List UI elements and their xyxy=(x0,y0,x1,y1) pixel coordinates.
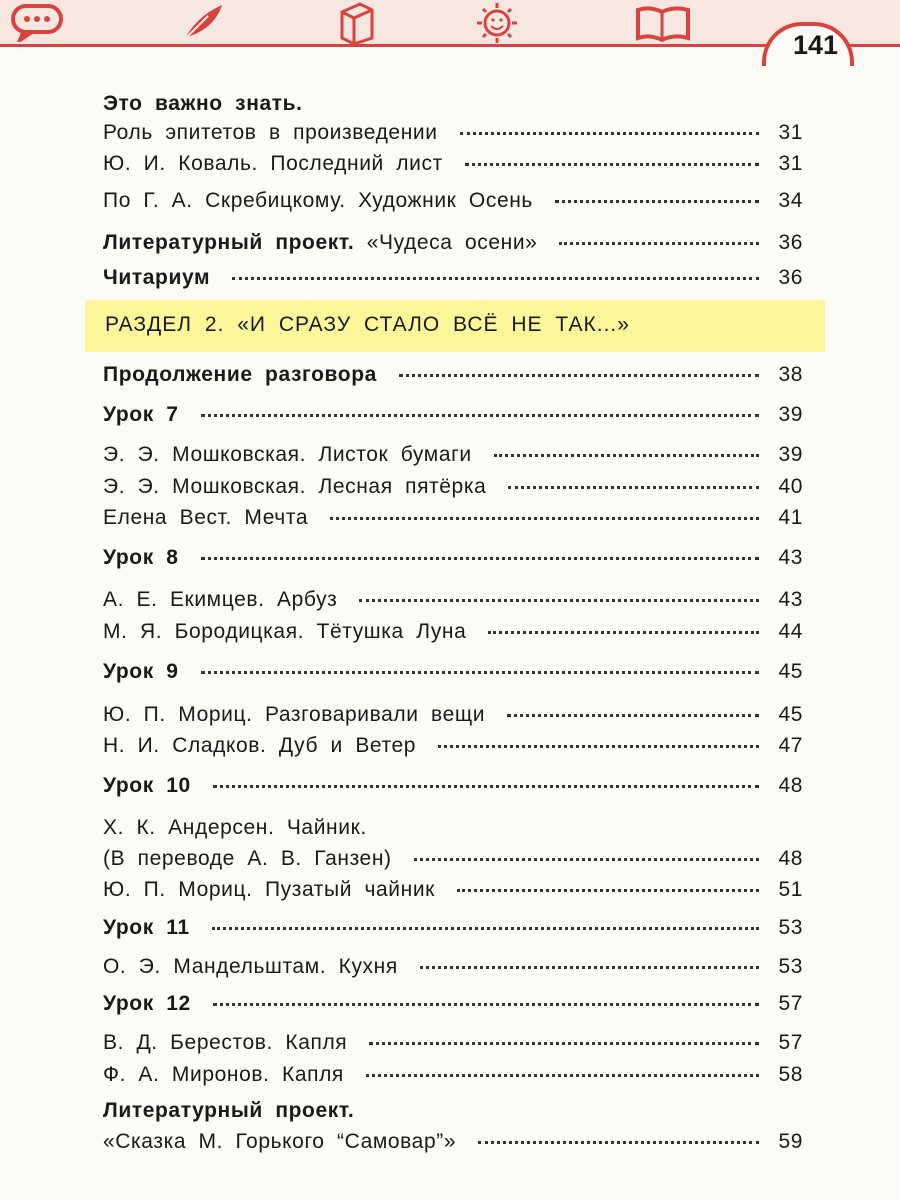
speech-bubble-icon xyxy=(10,2,68,42)
entry-title: «Чудеса осени» xyxy=(366,231,538,254)
entry-title: О. Э. Мандельштам. Кухня xyxy=(103,955,398,978)
entry-page: 51 xyxy=(778,878,803,901)
toc-entry xyxy=(103,121,803,145)
entry-title: (В переводе А. В. Ганзен) xyxy=(103,847,392,870)
toc-entry xyxy=(103,878,803,902)
entry-title: Х. К. Андерсен. Чайник. xyxy=(103,816,367,839)
book-icon xyxy=(334,2,378,44)
entry-page: 45 xyxy=(778,660,803,683)
lesson-label: Урок 11 xyxy=(103,916,190,939)
entry-page: 36 xyxy=(778,231,803,254)
section-title: РАЗДЕЛ 2. «И СРАЗУ СТАЛО ВСЁ НЕ ТАК...» xyxy=(105,313,630,336)
toc-entry xyxy=(103,620,803,644)
toc-heading: Это важно знать. xyxy=(103,92,303,115)
toc-entry xyxy=(103,475,803,499)
entry-page: 48 xyxy=(778,774,803,797)
entry-page: 38 xyxy=(778,363,803,386)
entry-title: А. Е. Екимцев. Арбуз xyxy=(103,588,338,611)
lesson-label: Урок 12 xyxy=(103,992,191,1015)
page-number: 141 xyxy=(792,30,838,60)
toc-heading: Литературный проект. xyxy=(103,1099,355,1122)
toc-entry xyxy=(103,588,803,612)
toc-entry xyxy=(103,266,803,290)
entry-title: М. Я. Бородицкая. Тётушка Луна xyxy=(103,620,467,643)
sun-icon xyxy=(470,2,524,44)
entry-page: 48 xyxy=(778,847,803,870)
entry-title: Роль эпитетов в произведении xyxy=(103,121,438,144)
toc-entry xyxy=(103,847,803,871)
toc-entry xyxy=(103,363,803,387)
toc-entry xyxy=(103,734,803,758)
entry-page: 53 xyxy=(778,955,803,978)
toc-entry xyxy=(103,231,803,255)
entry-title: Э. Э. Мошковская. Листок бумаги xyxy=(103,443,472,466)
lesson-label: Урок 10 xyxy=(103,774,191,797)
entry-title: Н. И. Сладков. Дуб и Ветер xyxy=(103,734,417,757)
entry-page: 53 xyxy=(778,916,803,939)
entry-title: Ю. И. Коваль. Последний лист xyxy=(103,152,443,175)
entry-page: 39 xyxy=(778,443,803,466)
toc-lesson xyxy=(103,546,803,570)
entry-page: 45 xyxy=(778,703,803,726)
entry-page: 34 xyxy=(778,189,803,212)
toc-entry xyxy=(103,1031,803,1055)
entry-page: 43 xyxy=(778,588,803,611)
toc-lesson xyxy=(103,916,803,940)
entry-page: 44 xyxy=(778,620,803,643)
toc-entry xyxy=(103,1130,803,1154)
entry-title: По Г. А. Скребицкому. Художник Осень xyxy=(103,189,533,212)
lesson-label: Урок 8 xyxy=(103,546,179,569)
feather-icon xyxy=(178,2,226,42)
header-banner xyxy=(0,0,900,47)
entry-page: 40 xyxy=(778,475,803,498)
entry-title: «Сказка М. Горького “Самовар”» xyxy=(103,1130,457,1153)
toc-entry xyxy=(103,152,803,176)
entry-page: 59 xyxy=(778,1130,803,1153)
lesson-label: Урок 9 xyxy=(103,660,179,683)
entry-page: 47 xyxy=(778,734,803,757)
toc-entry xyxy=(103,189,803,213)
open-book-icon xyxy=(634,2,692,42)
toc-entry xyxy=(103,1063,803,1087)
entry-page: 39 xyxy=(778,403,803,426)
entry-page: 31 xyxy=(778,152,803,175)
toc-entry xyxy=(103,955,803,979)
entry-title: Елена Вест. Мечта xyxy=(103,506,309,529)
lesson-label: Урок 7 xyxy=(103,403,179,426)
toc-entry xyxy=(103,703,803,727)
entry-page: 43 xyxy=(778,546,803,569)
toc-lesson xyxy=(103,403,803,427)
entry-label: Читариум xyxy=(103,266,211,289)
entry-page: 58 xyxy=(778,1063,803,1086)
entry-title: Ф. А. Миронов. Капля xyxy=(103,1063,344,1086)
entry-page: 41 xyxy=(778,506,803,529)
entry-label: Литературный проект. xyxy=(103,231,355,254)
entry-title: Ю. П. Мориц. Пузатый чайник xyxy=(103,878,435,901)
entry-page: 57 xyxy=(778,1031,803,1054)
entry-page: 31 xyxy=(778,121,803,144)
toc-entry xyxy=(103,443,803,467)
entry-page: 36 xyxy=(778,266,803,289)
toc-entry xyxy=(103,506,803,530)
toc-lesson xyxy=(103,660,803,684)
entry-title: Э. Э. Мошковская. Лесная пятёрка xyxy=(103,475,487,498)
toc-lesson xyxy=(103,774,803,798)
toc-lesson xyxy=(103,992,803,1016)
entry-page: 57 xyxy=(778,992,803,1015)
entry-title: Ю. П. Мориц. Разговаривали вещи xyxy=(103,703,486,726)
entry-title: В. Д. Берестов. Капля xyxy=(103,1031,348,1054)
entry-label: Продолжение разговора xyxy=(103,363,377,386)
